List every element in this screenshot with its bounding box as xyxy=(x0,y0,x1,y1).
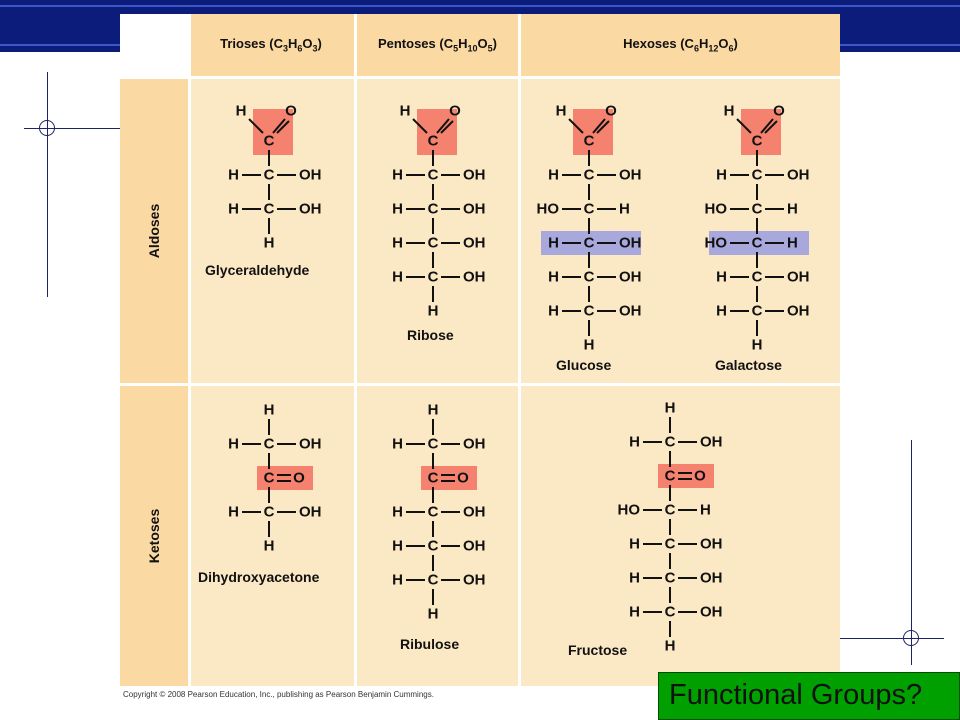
crosshair-circle-icon xyxy=(903,630,919,646)
atom-label: H xyxy=(629,569,640,587)
atom-label: OH xyxy=(619,268,642,286)
atom-label: C xyxy=(664,569,676,587)
functional-groups-text: Functional Groups? xyxy=(669,679,923,711)
structure-drawing xyxy=(120,14,840,686)
atom-label: C xyxy=(427,268,439,286)
atom-label: H xyxy=(555,102,567,120)
atom-label: H xyxy=(392,435,403,453)
atom-label: OH xyxy=(619,166,642,184)
header-label: Hexoses $(C_6H_{12}O_6)$ xyxy=(623,36,738,54)
atom-label: OH xyxy=(299,503,322,521)
atom-label: OH xyxy=(787,166,810,184)
atom-label: C xyxy=(583,268,595,286)
monosaccharide-figure xyxy=(120,14,840,686)
atom-label: H xyxy=(263,401,275,419)
atom-label: H xyxy=(228,435,239,453)
atom-label: C xyxy=(427,200,439,218)
atom-label: H xyxy=(427,605,439,623)
atom-label: H xyxy=(787,200,798,218)
functional-groups-box xyxy=(658,672,960,720)
atom-label: H xyxy=(263,537,275,555)
crosshair-line xyxy=(840,638,944,639)
atom-label: C xyxy=(427,537,439,555)
atom-label: C xyxy=(263,435,275,453)
atom-label: H xyxy=(716,166,727,184)
atom-label: H xyxy=(399,102,411,120)
atom-label: H xyxy=(427,302,439,320)
atom-label: OH xyxy=(463,166,486,184)
atom-label: OH xyxy=(619,234,642,252)
atom-label: C xyxy=(263,166,275,184)
atom-label: H xyxy=(228,200,239,218)
crosshair-line xyxy=(47,72,48,297)
atom-label: H xyxy=(787,234,798,252)
atom-label: OH xyxy=(463,503,486,521)
label-glucose: Glucose xyxy=(556,357,612,373)
atom-label: H xyxy=(235,102,247,120)
atom-label: H xyxy=(629,535,640,553)
atom-label: H xyxy=(548,302,559,320)
atom-label: O xyxy=(694,467,706,485)
atom-label: C xyxy=(664,535,676,553)
atom-label: C xyxy=(427,571,439,589)
atom-label: H xyxy=(716,302,727,320)
atom-label: C xyxy=(427,234,439,252)
label-galactose: Galactose xyxy=(715,357,782,373)
atom-label: HO xyxy=(704,234,727,252)
atom-label: O xyxy=(605,102,617,120)
label-ribulose: Ribulose xyxy=(400,636,460,652)
atom-label: C xyxy=(751,200,763,218)
atom-label: O xyxy=(457,469,469,487)
atom-label: O xyxy=(293,469,305,487)
atom-label: OH xyxy=(700,569,723,587)
atom-label: C xyxy=(427,503,439,521)
atom-label: H xyxy=(629,603,640,621)
atom-label: H xyxy=(228,503,239,521)
atom-label: HO xyxy=(617,501,640,519)
atom-label: OH xyxy=(463,537,486,555)
atom-label: C xyxy=(583,234,595,252)
atom-label: C xyxy=(664,433,676,451)
row-label: Ketoses xyxy=(146,508,162,564)
atom-label: H xyxy=(619,200,630,218)
atom-label: H xyxy=(228,166,239,184)
atom-label: H xyxy=(392,503,403,521)
atom-label: C xyxy=(751,166,763,184)
label-ribose: Ribose xyxy=(407,327,454,343)
atom-label: OH xyxy=(463,234,486,252)
atom-label: HO xyxy=(704,200,727,218)
atom-label: H xyxy=(392,537,403,555)
atom-label: H xyxy=(392,571,403,589)
atom-label: O xyxy=(773,102,785,120)
atom-label: OH xyxy=(463,268,486,286)
atom-label: H xyxy=(392,234,403,252)
atom-label: OH xyxy=(463,200,486,218)
atom-label: H xyxy=(751,336,763,354)
atom-label: OH xyxy=(787,268,810,286)
atom-label: OH xyxy=(787,302,810,320)
atom-label: C xyxy=(664,467,676,485)
label-glyceraldehyde: Glyceraldehyde xyxy=(205,262,310,278)
atom-label: C xyxy=(583,302,595,320)
atom-label: C xyxy=(751,234,763,252)
atom-label: H xyxy=(716,268,727,286)
atom-label: H xyxy=(664,637,676,655)
banner-line xyxy=(0,5,960,7)
atom-label: H xyxy=(700,501,711,519)
atom-label: C xyxy=(751,268,763,286)
atom-label: H xyxy=(548,268,559,286)
atom-label: O xyxy=(449,102,461,120)
atom-label: C xyxy=(263,132,275,150)
header-label: Pentoses $(C_5H_{10}O_5)$ xyxy=(377,36,498,54)
atom-label: C xyxy=(664,603,676,621)
atom-label: C xyxy=(751,132,763,150)
atom-label: OH xyxy=(619,302,642,320)
atom-label: H xyxy=(392,166,403,184)
atom-label: H xyxy=(548,166,559,184)
atom-label: C xyxy=(427,132,439,150)
atom-label: H xyxy=(263,234,275,252)
atom-label: OH xyxy=(700,535,723,553)
atom-label: HO xyxy=(536,200,559,218)
crosshair-circle-icon xyxy=(39,120,55,136)
atom-label: H xyxy=(427,401,439,419)
atom-label: H xyxy=(723,102,735,120)
atom-label: OH xyxy=(299,166,322,184)
atom-label: C xyxy=(427,435,439,453)
atom-label: OH xyxy=(700,603,723,621)
atom-label: H xyxy=(548,234,559,252)
atom-label: C xyxy=(263,503,275,521)
atom-label: OH xyxy=(463,571,486,589)
atom-label: C xyxy=(664,501,676,519)
atom-label: H xyxy=(392,200,403,218)
label-fructose: Fructose xyxy=(568,642,628,658)
atom-label: H xyxy=(629,433,640,451)
atom-label: H xyxy=(583,336,595,354)
atom-label: C xyxy=(427,469,439,487)
atom-label: C xyxy=(427,166,439,184)
atom-label: H xyxy=(392,268,403,286)
atom-label: C xyxy=(583,200,595,218)
atom-label: OH xyxy=(299,200,322,218)
atom-label: C xyxy=(263,200,275,218)
label-dihydroxyacetone: Dihydroxyacetone xyxy=(198,569,320,585)
atom-label: H xyxy=(664,399,676,417)
atom-label: OH xyxy=(299,435,322,453)
atom-label: C xyxy=(583,166,595,184)
atom-label: OH xyxy=(463,435,486,453)
header-label: Trioses $(C_3H_6O_3)$ xyxy=(220,36,322,54)
atom-label: C xyxy=(583,132,595,150)
atom-label: C xyxy=(263,469,275,487)
atom-label: O xyxy=(285,102,297,120)
copyright-notice: Copyright © 2008 Pearson Education, Inc., publishing as Pearson Benjamin Cummings. xyxy=(123,690,434,699)
atom-label: C xyxy=(751,302,763,320)
row-label: Aldoses xyxy=(146,203,162,259)
atom-label: OH xyxy=(700,433,723,451)
